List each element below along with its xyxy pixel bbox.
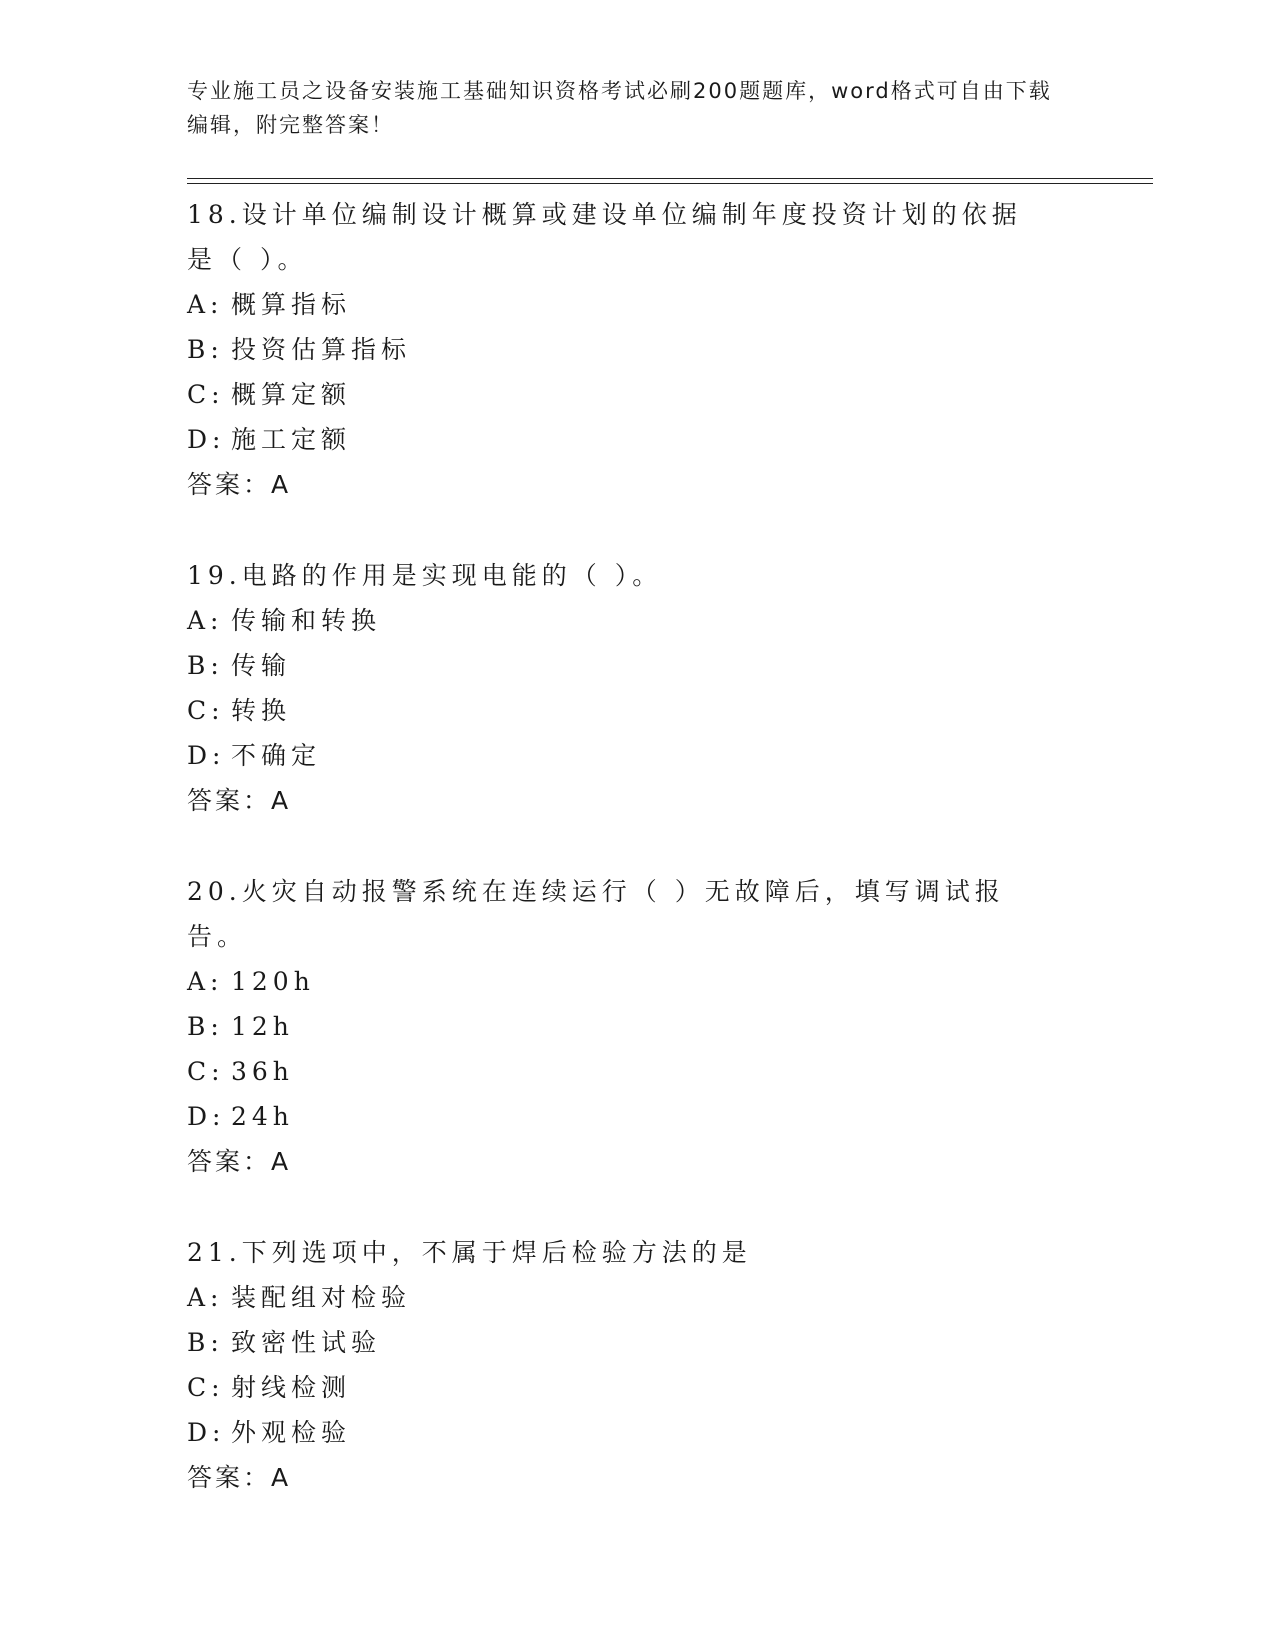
option-c <box>187 372 1087 417</box>
question-item <box>187 869 1087 1184</box>
answer-line: 答案：A <box>187 1147 292 1176</box>
option-text: 12h <box>231 1012 294 1041</box>
question-item <box>187 1230 1087 1500</box>
option-text: 36h <box>231 1057 294 1086</box>
option-text: 概算指标 <box>231 290 352 319</box>
option-text: 传输 <box>231 651 292 680</box>
answer-line: 答案：A <box>187 470 292 499</box>
option-b <box>187 1004 1087 1049</box>
option-letter: A: <box>187 967 224 996</box>
option-letter: B: <box>187 1328 224 1357</box>
option-text: 不确定 <box>231 741 322 770</box>
option-letter: B: <box>187 1012 224 1041</box>
option-d <box>187 1094 1087 1139</box>
option-d <box>187 1410 1087 1455</box>
option-b <box>187 327 1087 372</box>
option-text: 致密性试验 <box>231 1328 382 1357</box>
header-divider-bottom <box>187 183 1153 184</box>
question-stem: 21.下列选项中，不属于焊后检验方法的是 <box>187 1238 752 1267</box>
option-a <box>187 282 1087 327</box>
question-item <box>187 192 1087 507</box>
option-letter: D: <box>187 741 226 770</box>
answer-line: 答案：A <box>187 786 292 815</box>
option-letter: D: <box>187 425 226 454</box>
option-text: 施工定额 <box>231 425 352 454</box>
option-a <box>187 1275 1087 1320</box>
question-stem: 18.设计单位编制设计概算或建设单位编制年度投资计划的依据是（ ）。 <box>187 200 1022 274</box>
option-text: 装配组对检验 <box>231 1283 412 1312</box>
option-d <box>187 417 1087 462</box>
option-b <box>187 1320 1087 1365</box>
option-letter: C: <box>187 380 225 409</box>
option-letter: A: <box>187 290 224 319</box>
option-a <box>187 598 1087 643</box>
option-b <box>187 643 1087 688</box>
header-divider-top <box>187 178 1153 179</box>
question-list <box>187 192 1087 1546</box>
option-text: 概算定额 <box>231 380 352 409</box>
option-text: 外观检验 <box>231 1418 352 1447</box>
question-stem: 20.火灾自动报警系统在连续运行（ ）无故障后，填写调试报告。 <box>187 877 1005 951</box>
option-c <box>187 1049 1087 1094</box>
option-letter: B: <box>187 651 224 680</box>
option-text: 投资估算指标 <box>231 335 412 364</box>
option-c <box>187 1365 1087 1410</box>
option-letter: C: <box>187 1373 225 1402</box>
option-letter: D: <box>187 1102 226 1131</box>
option-text: 转换 <box>231 696 292 725</box>
question-stem: 19.电路的作用是实现电能的（ ）。 <box>187 561 663 590</box>
option-d <box>187 733 1087 778</box>
option-text: 120h <box>231 967 315 996</box>
option-text: 传输和转换 <box>231 606 382 635</box>
option-text: 24h <box>231 1102 294 1131</box>
document-header-title: 专业施工员之设备安装施工基础知识资格考试必刷200题题库，word格式可自由下载编辑，附完整答案！ <box>187 79 1052 137</box>
option-letter: C: <box>187 1057 225 1086</box>
option-letter: A: <box>187 606 224 635</box>
option-text: 射线检测 <box>231 1373 352 1402</box>
question-item <box>187 553 1087 823</box>
option-c <box>187 688 1087 733</box>
answer-line: 答案：A <box>187 1463 292 1492</box>
option-letter: D: <box>187 1418 226 1447</box>
option-letter: B: <box>187 335 224 364</box>
option-letter: A: <box>187 1283 224 1312</box>
option-a <box>187 959 1087 1004</box>
option-letter: C: <box>187 696 225 725</box>
